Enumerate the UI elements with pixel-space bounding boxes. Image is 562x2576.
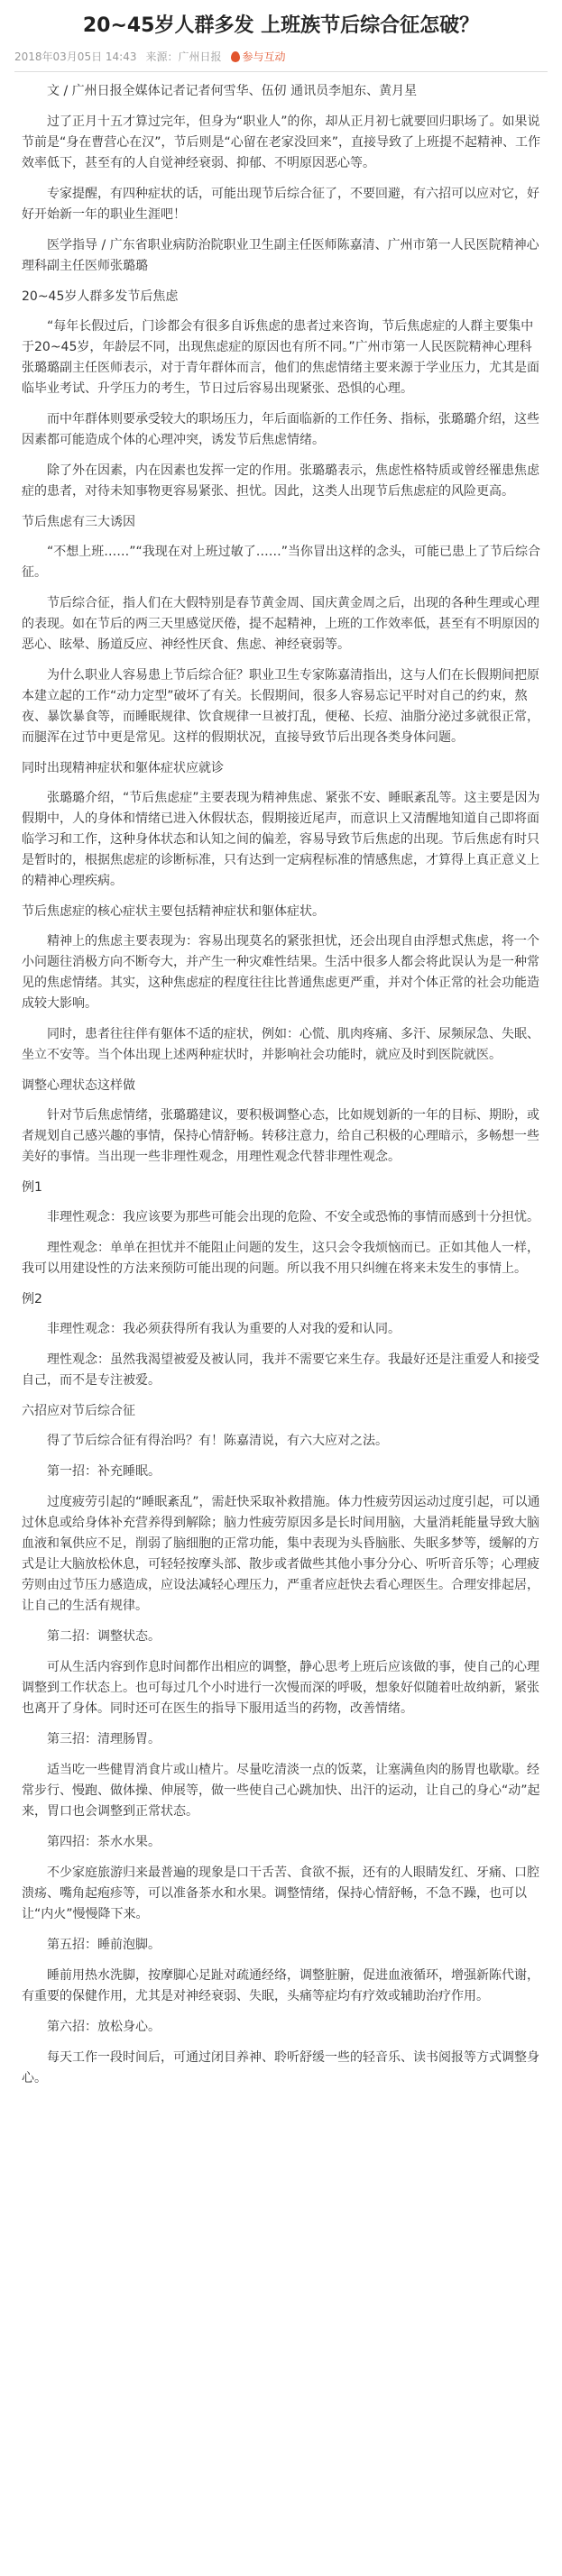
body-paragraph: 不少家庭旅游归来最普遍的现象是口干舌苦、食欲不振，还有的人眼睛发红、牙痛、口腔溃疡、嘴角起疱疹等，可以准备茶水和水果。调整情绪，保持心情舒畅，不急不躁，也可以让“内火”慢慢降下来。 bbox=[22, 1866, 539, 1921]
body-paragraph: 而中年群体则要承受较大的职场压力，年后面临新的工作任务、指标，张璐璐介绍，这些因素都可能造成个体的心理冲突，诱发节后焦虑情绪。 bbox=[22, 412, 539, 447]
body-paragraph: 理性观念：虽然我渴望被爱及被认同，我并不需要它来生存。我最好还是注重爱人和接受自己，而不是专注被爱。 bbox=[22, 1352, 539, 1388]
body-paragraph: 过度疲劳引起的“睡眠紊乱”，需赶快采取补救措施。体力性疲劳因运动过度引起，可以通过休息或给身体补充营养得到解除；脑力性疲劳原因多是长时间用脑，大量消耗能量导致大脑血液和氧供应不足，削弱了脑细胞的正常功能，集中表现为头昏脑胀、失眠多梦等，缓解的方式是让大脑放松休息，可轻轻按摩头部、散步或者做些其他小事分分心、听听音乐等；心理疲劳则由过节压力感造成，应设法减轻心理压力，严重者应赶快去看心理医生。合理安排起居，让自己的生活有规律。 bbox=[22, 1495, 540, 1613]
body-paragraph: 同时，患者往往伴有躯体不适的症状，例如：心慌、肌肉疼痛、多汗、尿频尿急、失眠、坐立不安等。当个体出现上述两种症状时，并影响社会功能时，就应及时到医院就医。 bbox=[22, 1027, 539, 1062]
body-paragraph: 针对节后焦虑情绪，张璐璐建议，要积极调整心态，比如规划新的一年的目标、期盼，或者规划自己感兴趣的事情，保持心情舒畅。转移注意力，给自己积极的心理暗示，多畅想一些美好的事情。当出现一些非理性观念，用理性观念代替非理性观念。 bbox=[22, 1108, 539, 1164]
article-body bbox=[0, 81, 562, 2089]
body-paragraph: 过了正月十五才算过完年，但身为“职业人”的你，却从正月初七就要回归职场了。如果说节前是“身在曹营心在汉”，节后则是“心留在老家没回来”，直接导致了上班提不起精神、工作效率低下，甚至有的人自觉神经衰弱、抑郁、不明原因恶心等。 bbox=[22, 115, 541, 170]
article-source: 来源：广州日报 bbox=[145, 50, 222, 63]
body-paragraph: 理性观念：单单在担忧并不能阻止问题的发生，这只会令我烦恼而已。正如其他人一样，我可以用建设性的方法来预防可能出现的问题。所以我不用只纠缠在将来未发生的事情上。 bbox=[22, 1241, 539, 1276]
body-paragraph: 文 / 广州日报全媒体记者记者何雪华、伍仞 通讯员李旭东、黄月星 bbox=[47, 84, 418, 98]
section-heading: 例1 bbox=[22, 1180, 42, 1195]
body-paragraph: “每年长假过后，门诊都会有很多自诉焦虑的患者过来咨询，节后焦虑症的人群主要集中于20~45岁，年龄层不同，出现焦虑症的原因也有所不同。”广州市第一人民医院精神心理科张璐璐副主任医师表示，对于青年群体而言，他们的焦虑情绪主要来源于学业压力，尤其是面临毕业考试、升学压力的考生，节日过后容易出现紧张、恐惧的心理。 bbox=[22, 319, 539, 396]
body-paragraph: 睡前用热水洗脚，按摩脚心足趾对疏通经络，调整脏腑，促进血液循环，增强新陈代谢，有重要的保健作用，尤其是对神经衰弱、失眠，头痛等症均有疗效或辅助治疗作用。 bbox=[22, 1968, 539, 2003]
body-paragraph: 非理性观念：我必须获得所有我认为重要的人对我的爱和认同。 bbox=[47, 1322, 401, 1336]
participate-interaction-link[interactable] bbox=[231, 49, 286, 64]
participate-label: 参与互动 bbox=[242, 50, 286, 63]
body-paragraph: 每天工作一段时间后，可通过闭目养神、聆听舒缓一些的轻音乐、读书阅报等方式调整身心。 bbox=[22, 2050, 539, 2086]
body-paragraph: 第一招：补充睡眠。 bbox=[47, 1464, 161, 1479]
section-heading: 调整心理状态这样做 bbox=[22, 1078, 135, 1093]
body-paragraph: 专家提醒，有四种症状的话，可能出现节后综合征了，不要回避，有六招可以应对它，好好开始新一年的职业生涯吧！ bbox=[22, 187, 539, 222]
body-paragraph: 适当吃一些健胃消食片或山楂片。尽量吃清淡一点的饭菜，让塞满鱼肉的肠胃也歇歇。经常步行、慢跑、做体操、伸展等，做一些使自己心跳加快、出汗的运动，让自己的身心“动”起来，胃口也会调整到正常状态。 bbox=[22, 1763, 540, 1819]
section-heading: 节后焦虑症的核心症状主要包括精神症状和躯体症状。 bbox=[22, 904, 325, 919]
section-heading: 同时出现精神症状和躯体症状应就诊 bbox=[22, 761, 224, 775]
body-paragraph: 可从生活内容到作息时间都作出相应的调整，静心思考上班后应该做的事，使自己的心理调整到工作状态上。也可每过几个小时进行一次慢而深的呼吸，想象好似随着吐故纳新，紧张也离开了身体。同时还可在医生的指导下服用适当的药物，改善情绪。 bbox=[22, 1660, 539, 1716]
body-paragraph: 非理性观念：我应该要为那些可能会出现的危险、不安全或恐怖的事情而感到十分担忧。 bbox=[47, 1210, 539, 1224]
body-paragraph: 为什么职业人容易患上节后综合征？职业卫生专家陈嘉清指出，这与人们在长假期间把原本建立起的工作“动力定型”破坏了有关。长假期间，很多人容易忘记平时对自己的约束，熬夜、暴饮暴食等，而睡眠规律、饮食规律一旦被打乱，便秘、长痘、油脂分泌过多就很正常，而腿浑在过节中更是常见。这样的假期状况，直接导致节后出现各类身体问题。 bbox=[22, 668, 539, 745]
body-paragraph: 第四招：茶水水果。 bbox=[47, 1835, 161, 1849]
body-paragraph: 张璐璐介绍，“节后焦虑症”主要表现为精神焦虑、紧张不安、睡眠紊乱等。这主要是因为假期中，人的身体和情绪已进入休假状态，假期接近尾声，而意识上又清醒地知道自己即将面临学习和工作，这种身体状态和认知之间的偏差，容易导致节后焦虑的出现。节后焦虑有时只是暂时的，根据焦虑症的诊断标准，只有达到一定病程标准的情感焦虑，才算得上真正意义上的精神心理疾病。 bbox=[22, 791, 540, 888]
body-paragraph: “不想上班……”“我现在对上班过敏了……”当你冒出这样的念头，可能已患上了节后综合征。 bbox=[22, 545, 541, 580]
body-paragraph: 得了节后综合征有得治吗？有！陈嘉清说，有六大应对之法。 bbox=[47, 1434, 388, 1448]
body-paragraph: 医学指导 / 广东省职业病防治院职业卫生副主任医师陈嘉清、广州市第一人民医院精神心理科副主任医师张璐璐 bbox=[22, 238, 539, 273]
publish-date: 2018年03月05日 14:43 bbox=[14, 50, 137, 63]
body-paragraph: 节后综合征，指人们在大假特别是春节黄金周、国庆黄金周之后，出现的各种生理或心理的表现。如在节后的两三天里感觉厌倦，提不起精神，上班的工作效率低，甚至有不明原因的恶心、眩晕、肠道反应、神经性厌食、焦虑、神经衰弱等。 bbox=[22, 596, 539, 652]
body-paragraph: 第三招：清理肠胃。 bbox=[47, 1732, 161, 1746]
article-title: 20~45岁人群多发 上班族节后综合征怎破？ bbox=[82, 14, 480, 37]
section-heading: 节后焦虑有三大诱因 bbox=[22, 515, 135, 529]
article-meta bbox=[14, 49, 548, 64]
body-paragraph: 除了外在因素，内在因素也发挥一定的作用。张璐璐表示，焦虑性格特质或曾经罹患焦虑症的患者，对待未知事物更容易紧张、担忧。因此，这类人出现节后焦虑症的风险更高。 bbox=[22, 463, 539, 499]
header-divider bbox=[14, 71, 548, 72]
body-paragraph: 第六招：放松身心。 bbox=[47, 2020, 161, 2034]
flame-icon bbox=[231, 51, 240, 62]
body-paragraph: 精神上的焦虑主要表现为：容易出现莫名的紧张担忧，还会出现自由浮想式焦虑，将一个小问题往消极方向不断夸大，并产生一种灾难性结果。生活中很多人都会将此误认为是一种常见的焦虑情绪。其实，这种焦虑症的程度往往比普通焦虑更严重，并对个体正常的社会功能造成较大影响。 bbox=[22, 934, 539, 1011]
section-heading: 例2 bbox=[22, 1292, 42, 1306]
section-heading: 六招应对节后综合征 bbox=[22, 1404, 135, 1418]
section-heading: 20~45岁人群多发节后焦虑 bbox=[22, 289, 179, 304]
body-paragraph: 第五招：睡前泡脚。 bbox=[47, 1938, 161, 1952]
body-paragraph: 第二招：调整状态。 bbox=[47, 1629, 161, 1644]
